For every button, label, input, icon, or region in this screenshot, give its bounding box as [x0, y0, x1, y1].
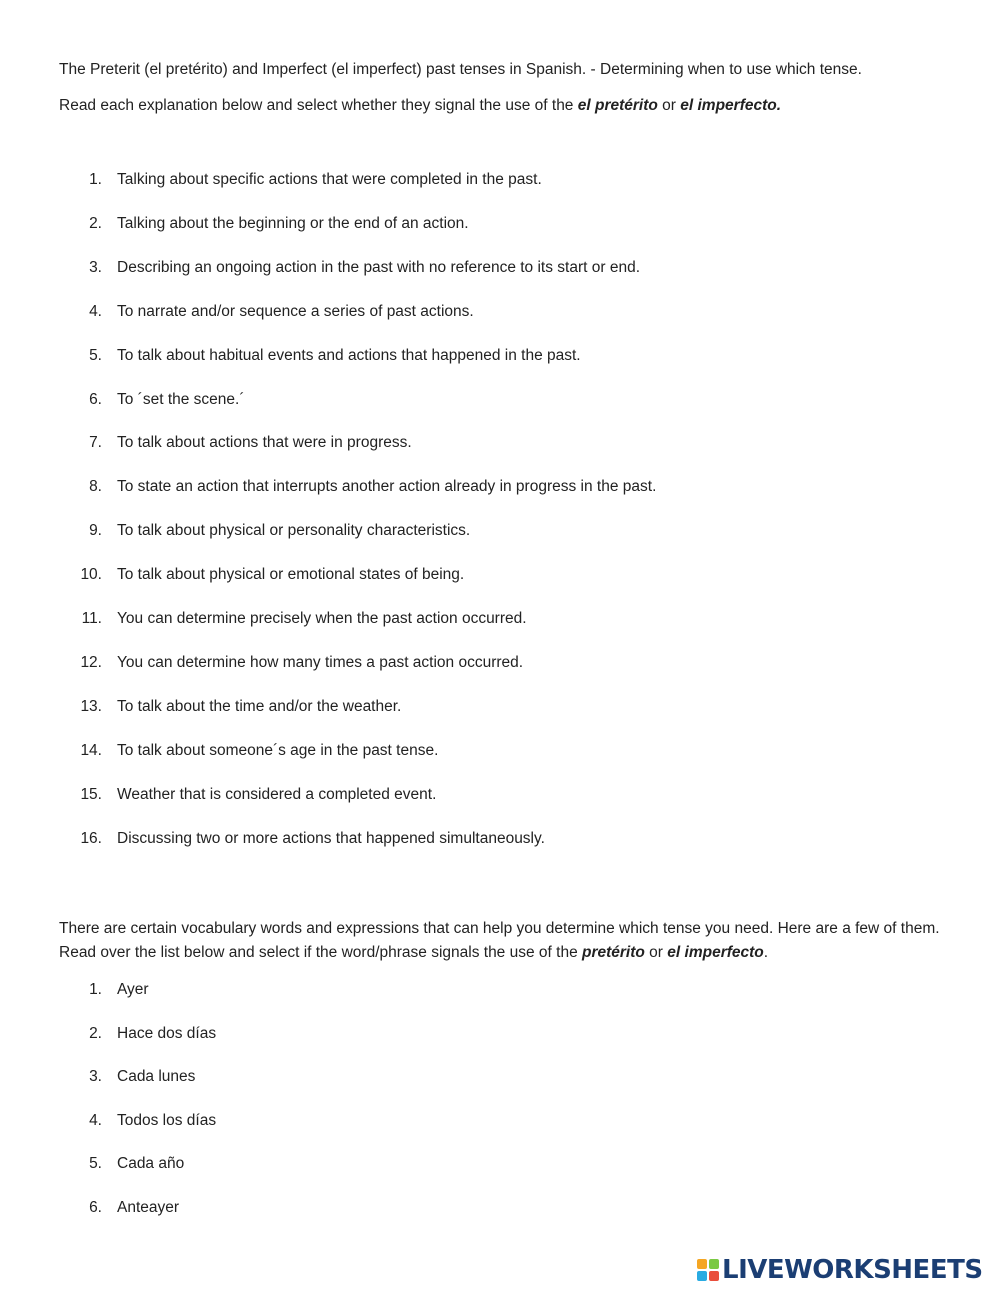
logo-block [709, 1259, 719, 1269]
list-item-number: 9. [89, 522, 102, 540]
list-item-number: 16. [80, 829, 102, 847]
list-item-text: Anteayer [117, 1199, 180, 1216]
list-item-number: 11. [81, 610, 102, 627]
list-item-text: Talking about the beginning or the end of an action. [117, 214, 469, 232]
list-item-text: Cada lunes [117, 1068, 196, 1086]
list-item-text: To talk about actions that were in progress. [117, 434, 412, 452]
list-item-text: Todos los días [117, 1111, 217, 1129]
term-imperfecto: el imperfecto. [680, 97, 782, 114]
list-item-number: 15. [80, 785, 102, 803]
logo-block [709, 1271, 719, 1281]
liveworksheets-logo [697, 1255, 983, 1285]
list-item-text: To talk about habitual events and actions that happened in the past. [117, 346, 581, 364]
list-item-number: 5. [89, 1155, 102, 1173]
list-item-number: 8. [89, 478, 102, 496]
logo-block [697, 1271, 707, 1281]
list-item-number: 4. [89, 302, 102, 320]
vocab-intro [59, 917, 949, 965]
list-item-text: To state an action that interrupts another action already in progress in the past. [117, 478, 657, 496]
list-item-number: 14. [80, 741, 102, 759]
list-item-number: 1. [89, 981, 102, 998]
vocab-term-preterito: pretérito [582, 944, 645, 961]
list-item-text: To talk about physical or personality characteristics. [117, 522, 471, 540]
list-item-text: Discussing two or more actions that happened simultaneously. [117, 829, 545, 847]
list-item-text: Hace dos días [117, 1024, 217, 1042]
list-item-text: To ´set the scene.´ [117, 390, 245, 408]
list-item-number: 5. [89, 346, 102, 364]
list-item-number: 12. [80, 653, 102, 671]
list-item-number: 10. [80, 566, 102, 584]
logo-block [697, 1259, 707, 1269]
instructions [59, 94, 949, 118]
vocab-intro-mid: or [644, 944, 668, 961]
list-item-text: Weather that is considered a completed event. [117, 785, 437, 803]
logo-blocks-icon [697, 1259, 719, 1281]
list-item-number: 2. [89, 1024, 102, 1042]
list-item-number: 1. [89, 171, 102, 188]
list-item-text: Talking about specific actions that were completed in the past. [117, 171, 542, 188]
worksheet-title: The Preterit (el pretérito) and Imperfect (el imperfect) past tenses in Spanish. - Determining when to use which tense. [59, 61, 862, 78]
vocab-intro-suffix: . [763, 944, 769, 961]
list-item-number: 2. [89, 214, 102, 232]
list-item-text: Cada año [117, 1155, 185, 1173]
list-item-text: You can determine how many times a past action occurred. [117, 653, 524, 671]
vocab-term-imperfecto: el imperfecto [667, 944, 764, 961]
instruction-prefix: Read each explanation below and select whether they signal the use of the [59, 97, 578, 114]
list-item-text: Ayer [117, 981, 149, 998]
list-item-number: 6. [89, 390, 102, 408]
list-item-number: 13. [80, 697, 102, 715]
list-item-text: To talk about someone´s age in the past tense. [117, 741, 439, 759]
list-item-text: To talk about physical or emotional states of being. [117, 566, 465, 584]
term-preterito: el pretérito [577, 97, 658, 114]
list-item-text: To narrate and/or sequence a series of past actions. [117, 302, 474, 320]
list-item-number: 4. [89, 1111, 102, 1129]
list-item-number: 7. [89, 434, 102, 452]
instruction-mid: or [657, 97, 681, 114]
list-item-number: 6. [89, 1199, 102, 1216]
vocab-intro-prefix: There are certain vocabulary words and expressions that can help you determine which tense you need. Here are a few of them. Read over the list below and select if the word/phrase signals the use of the [59, 920, 940, 961]
list-item-number: 3. [89, 258, 102, 276]
logo-text: LIVEWORKSHEETS [722, 1255, 983, 1285]
list-item-text: You can determine precisely when the past action occurred. [117, 610, 527, 627]
list-item-text: Describing an ongoing action in the past with no reference to its start or end. [117, 258, 640, 276]
list-item-number: 3. [89, 1068, 102, 1086]
list-item-text: To talk about the time and/or the weather. [117, 697, 402, 715]
